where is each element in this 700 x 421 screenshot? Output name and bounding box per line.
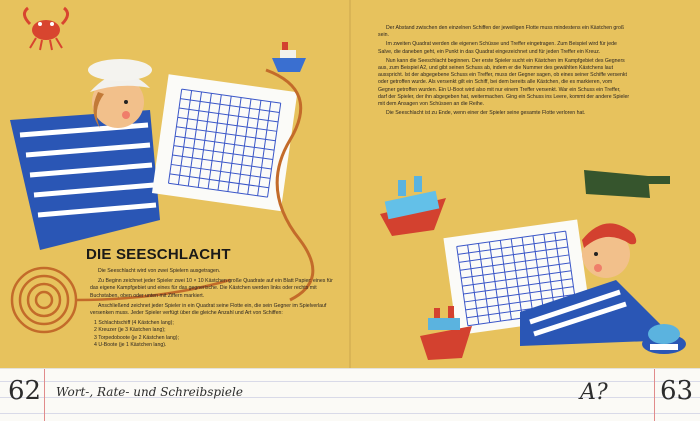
footer-ruled-line	[0, 413, 700, 414]
bottle-illustration	[584, 170, 670, 198]
rules-paragraph: Die Seeschlacht ist zu Ende, wenn einer der Spieler seine gesamte Flotte verloren hat.	[386, 110, 586, 117]
ship-list-item: 3 Torpedoboote (je 2 Kästchen lang);	[94, 334, 179, 341]
steamship-illustration	[380, 176, 446, 236]
page-number-left: 62	[8, 376, 42, 406]
ship-list-item: 4 U-Boote (je 1 Kästchen lang).	[94, 341, 167, 348]
ship-list	[90, 320, 342, 349]
rules-text-block	[378, 25, 630, 119]
battleship-grid-left	[152, 74, 297, 211]
rules-paragraph: Der Abstand zwischen den einzelnen Schiffen der jeweiligen Flotte muss mindestens ein Kästchen groß sein.	[378, 25, 625, 39]
footer-decoration: A?	[580, 380, 608, 405]
ship-list-item: 2 Kreuzer (je 3 Kästchen lang);	[94, 327, 166, 334]
crab-illustration	[24, 8, 67, 50]
rules-paragraph: Im zweiten Quadrat werden die eigenen Schüsse und Treffer eingetragen. Zum Beispiel wird für jede Salve, die daneben geht, ein Punkt in das Quadrat eingezeichnet und für jeden Treffer ein Kreuz.	[378, 41, 617, 55]
margin-line-right	[654, 369, 655, 421]
intro-paragraph: Anschließend zeichnet jeder Spieler in ein Quadrat seine Flotte ein, die sein Gegner im Spielverlauf versenken muss. Jeder Spieler verfügt über die gleiche Anzahl und Art von Schiffen:	[90, 302, 327, 317]
intro-text-block	[90, 268, 342, 349]
page-number-right: 63	[660, 376, 694, 406]
intro-paragraph: Die Seeschlacht wird von zwei Spielern ausgetragen.	[98, 268, 221, 274]
boy-illustration	[10, 59, 176, 250]
ship-icon	[272, 42, 306, 72]
ship-list-item: 1 Schlachtschiff (4 Kästchen lang);	[94, 320, 174, 327]
section-name: Wort-, Rate- und Schreibspiele	[56, 385, 243, 399]
margin-line-left	[44, 369, 45, 421]
rules-paragraph: Nun kann die Seeschlacht beginnen. Der erste Spieler sucht ein Kästchen im Kampfgebiet des Gegners aus, zum Beispiel A2, und gibt seinen Schuss ab, indem er die Nummer des gewählten Kästchens laut ausspricht. Ist der abgegebene Schuss ein Treffer, muss der Gegner sagen, ob eines seiner Schiffe versenkt oder getroffen wurde. Als versenkt gilt ein Schiff, bei dem bereits alle Kästchen, die es markieren, vom Gegner getroffen wurden. Ein U-Boot wird also mit nur einem Treffer versenkt. War ein Schuss ein Treffer, darf der Spieler, der ihn abgegeben hat, weitermachen. Ging ein Schuss ins Leere, kommt der andere Spieler mit dem Ansagen von Schüssen an die Reihe.	[378, 57, 630, 108]
intro-paragraph: Zu Beginn zeichnet jeder Spieler zwei 10 × 10 Kästchen große Quadrate auf ein Blatt Papier: eines für das eigene Kampfgebiet und eines für das gegnerische. Die Kästchen werden links oder rechts mit Buchstaben, oben oder unten mit Ziffern markiert.	[90, 278, 333, 299]
page-title: DIE SEESCHLACHT	[86, 246, 231, 263]
